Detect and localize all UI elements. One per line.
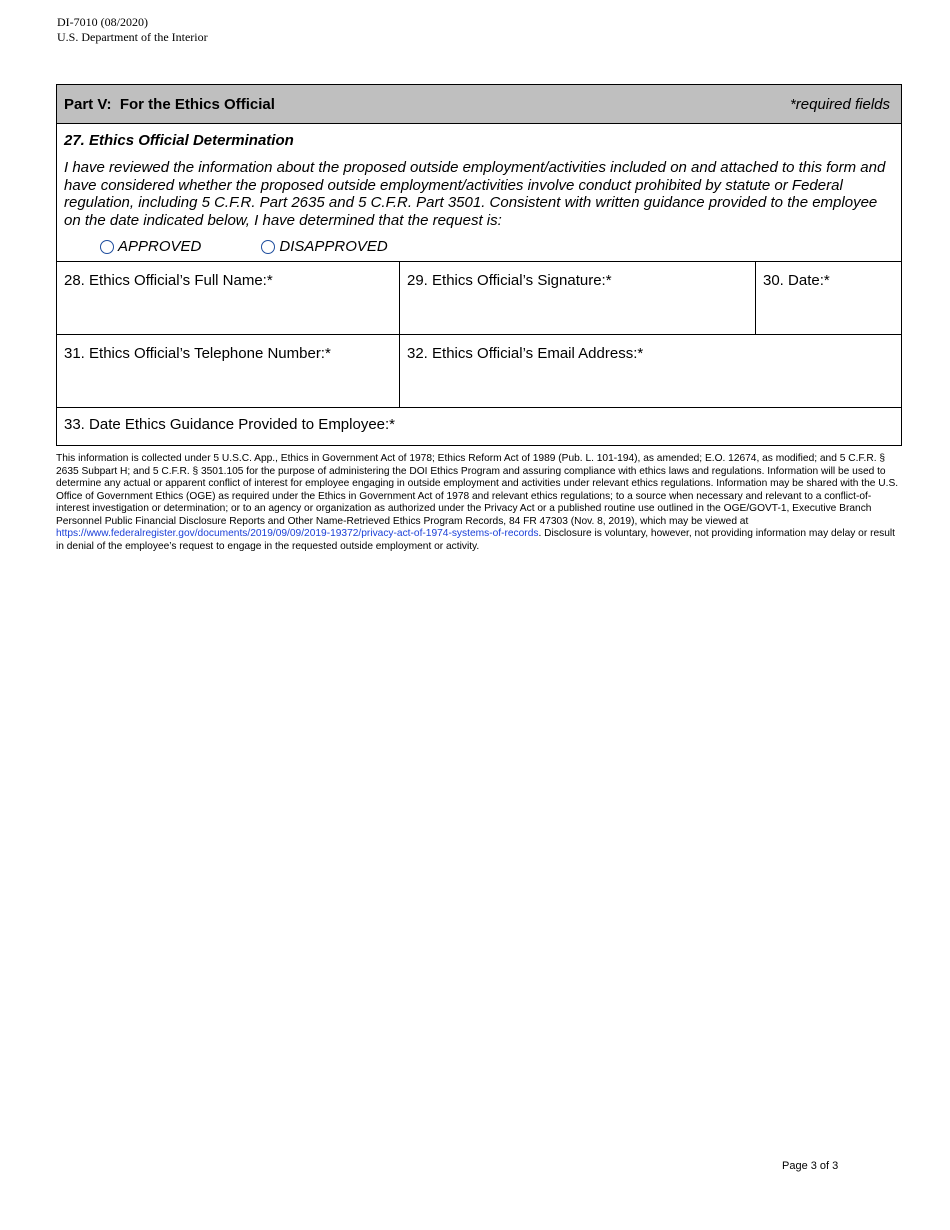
full-name-field[interactable] [57, 262, 399, 334]
form-id: DI-7010 (08/2020) [57, 15, 148, 29]
row-guidance-date [57, 408, 901, 445]
determination-text: I have reviewed the information about the proposed outside employment/activities included on and attached to this form and have considered whether the proposed outside employment/activities involve conduct prohibited by statute or Federal regulation, including 5 C.F.R. Part 2635 and 5 C.F.R. Part 3501. Consistent with written guidance provided to the employee on the date indicated below, I have determined that the request is: [64, 159, 886, 229]
approved-radio-circle[interactable] [100, 240, 114, 254]
date-label: 30. Date:* [763, 272, 830, 289]
disapproved-radio-circle[interactable] [261, 240, 275, 254]
guidance-date-label: 33. Date Ethics Guidance Provided to Employee:* [64, 416, 396, 433]
required-fields-note: *required fields [789, 95, 890, 113]
full-name-label: 28. Ethics Official’s Full Name:* [64, 272, 273, 289]
disapproved-label: DISAPPROVED [279, 238, 388, 255]
determination-section [57, 124, 901, 262]
ethics-official-form [56, 84, 902, 446]
privacy-text-after: . Disclosure is voluntary, however, not providing information may delay or result in denial of the employee’s request to engage in the requested outside employment or activity. [56, 528, 895, 552]
signature-field[interactable] [399, 262, 755, 334]
date-field[interactable] [755, 262, 901, 334]
page-number: Page 3 of 3 [782, 1160, 839, 1172]
signature-label: 29. Ethics Official’s Signature:* [407, 272, 612, 289]
row-phone-email [57, 335, 901, 408]
determination-title: 27. Ethics Official Determination [64, 132, 294, 149]
row-name-signature-date [57, 262, 901, 335]
federal-register-link[interactable]: https://www.federalregister.gov/documents/2019/09/09/2019-19372/privacy-act-of-1974-systems-of-records [56, 528, 539, 540]
form-header [57, 15, 208, 45]
part-header [57, 85, 901, 124]
approved-radio[interactable] [100, 238, 201, 255]
department-name: U.S. Department of the Interior [57, 30, 208, 44]
guidance-date-field[interactable] [57, 408, 901, 445]
determination-options [100, 238, 894, 255]
email-field[interactable] [399, 335, 901, 407]
telephone-label: 31. Ethics Official’s Telephone Number:* [64, 345, 331, 362]
email-label: 32. Ethics Official’s Email Address:* [407, 345, 644, 362]
part-title: Part V: For the Ethics Official [64, 95, 275, 113]
approved-label: APPROVED [118, 238, 202, 255]
telephone-field[interactable] [57, 335, 399, 407]
disapproved-radio[interactable] [261, 238, 387, 255]
privacy-act-statement [56, 453, 902, 553]
privacy-text-before: This information is collected under 5 U.S.C. App., Ethics in Government Act of 1978; Ethics Reform Act of 1989 (Pub. L. 101-194), as amended; E.O. 12674, as modified; and 5 C.F.R. § 2635 Subpart H; and 5 C.F.R. § 3501.105 for the purpose of administering the DOI Ethics Program and assuring compliance with ethics laws and regulations. Information will be used to determine any actual or apparent conflict of interest for employee engaging in outside employment and activities under relevant ethics regulations. Information may be shared with the U.S. Office of Government Ethics (OGE) as required under the Ethics in Government Act of 1978 and relevant ethics regulations; to a source when necessary and relevant to a conflict-of-interest investigation or determination; or to an agency or organization as authorized under the Privacy Act or a published routine use outlined in the OGE/GOVT-1, Executive Branch Personnel Public Financial Disclosure Reports and Other Name-Retrieved Ethics Program Records, 84 FR 47303 (Nov. 8, 2019), which may be viewed at [56, 453, 899, 527]
